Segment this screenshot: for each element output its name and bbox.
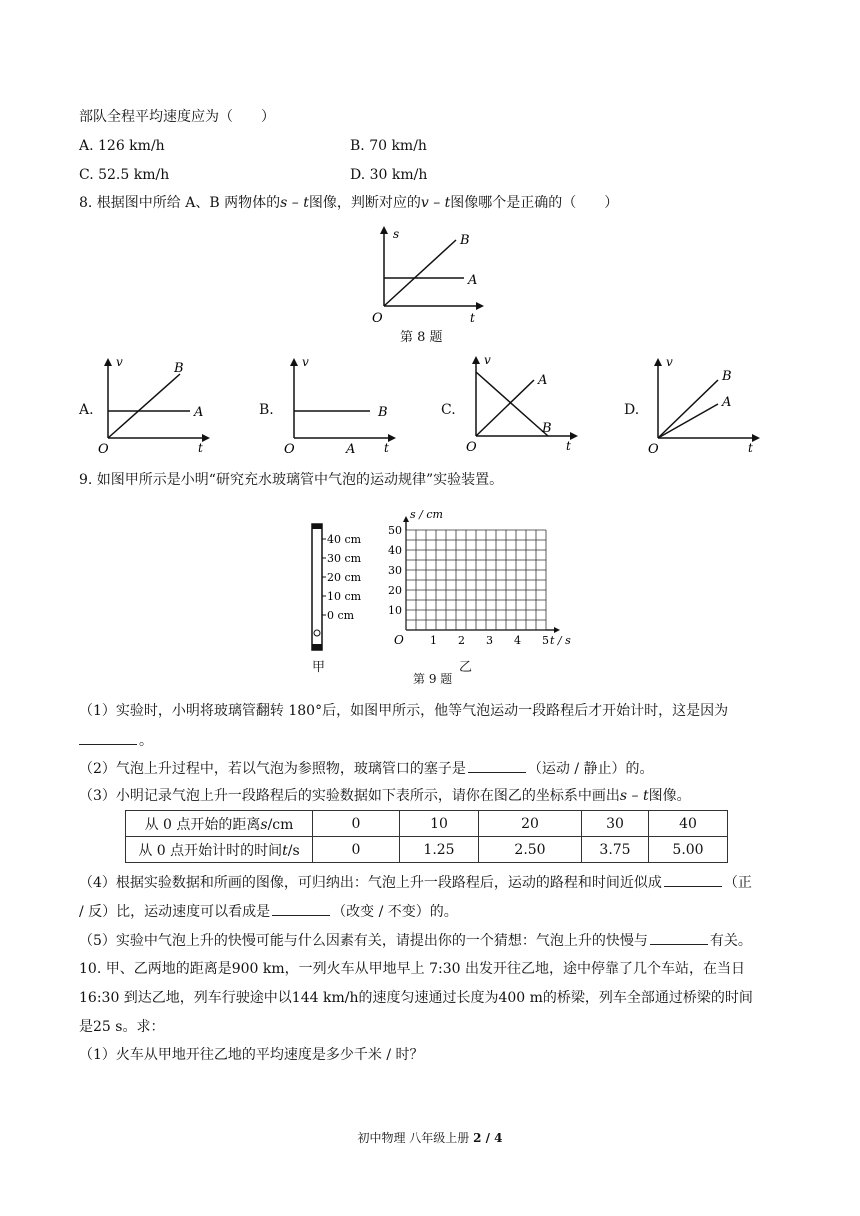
- q7-option-c: C. 52.5 km/h: [79, 167, 170, 183]
- svg-text:A: A: [722, 395, 732, 410]
- q9-st-grid: [382, 505, 571, 655]
- q9-caption: 第 9 题: [413, 672, 453, 686]
- fig-yi-label: 乙: [459, 660, 473, 675]
- q9-part5: （5）实验中气泡上升的快慢可能与什么因素有关，请提出你的一个猜想：气泡上升的快慢与 有关。: [79, 930, 752, 951]
- q8-opt-c-graph: [462, 350, 587, 455]
- row2-label: 从 0 点开始计时的时间t/s: [126, 837, 313, 863]
- svg-text:B: B: [542, 421, 552, 436]
- q9-part1: （1）实验时，小明将玻璃管翻转 180°后，如图甲所示，他等气泡运动一段路程后才开始计时，这是因为: [79, 703, 729, 719]
- q8-opt-d-graph: [644, 352, 769, 457]
- svg-text:t: t: [384, 441, 389, 455]
- fig-jia-label: 甲: [312, 660, 326, 675]
- q10-line3: 是25 s。求：: [79, 1019, 165, 1035]
- q9-data-table: [125, 810, 728, 863]
- q10-part1: （1）火车从甲地开往乙地的平均速度是多少千米 / 时？: [79, 1047, 424, 1063]
- table-row: 从 0 点开始的距离s/cm 0 10 20 30 40: [126, 811, 728, 837]
- answer-blank[interactable]: [664, 872, 722, 887]
- q8-opt-a-label: A.: [79, 402, 94, 418]
- x-tick-label: 5: [542, 634, 549, 647]
- tube-mark-20: 20 cm: [327, 571, 362, 584]
- answer-blank[interactable]: [79, 730, 137, 745]
- t-axis-label: t: [470, 311, 475, 325]
- answer-blank[interactable]: [272, 901, 330, 916]
- q8-opt-c-label: C.: [441, 402, 456, 418]
- q9-part4: （4）根据实验数据和所画的图像，可归纳出：气泡上升一段路程后，运动的路程和时间近似成 （正: [79, 872, 752, 893]
- svg-text:v: v: [484, 353, 491, 367]
- tube-mark-40: 40 cm: [327, 533, 362, 546]
- q9-part4-cont: / 反）比，运动速度可以看成是 （改变 / 不变）的。: [79, 901, 458, 922]
- row1-label: 从 0 点开始的距离s/cm: [126, 811, 313, 837]
- q7-stem-tail: 部队全程平均速度应为（ ）: [79, 109, 275, 125]
- svg-text:O: O: [648, 442, 659, 457]
- origin-label: O: [394, 633, 404, 647]
- q8-opt-d-label: D.: [624, 402, 640, 418]
- svg-text:A: A: [538, 373, 548, 388]
- svg-text:v: v: [116, 355, 123, 369]
- q9-part3: （3）小明记录气泡上升一段路程后的实验数据如下表所示，请你在图乙的坐标系中画出s – t图像。: [79, 788, 691, 804]
- q10-line1: 10. 甲、乙两地的距离是900 km，一列火车从甲地早上 7:30 出发开往乙地，途中停靠了几个车站，在当日: [79, 961, 745, 977]
- a-label: A: [468, 273, 478, 288]
- svg-text:t: t: [748, 441, 753, 455]
- q7-option-d: D. 30 km/h: [350, 167, 428, 183]
- x-tick-label: 2: [458, 634, 465, 647]
- answer-blank[interactable]: [650, 930, 708, 945]
- svg-text:B: B: [174, 361, 184, 376]
- q8-opt-b-label: B.: [259, 402, 274, 418]
- svg-text:O: O: [284, 442, 295, 457]
- tube-mark-0: 0 cm: [327, 609, 355, 622]
- tube-mark-10: 10 cm: [327, 590, 362, 603]
- y-axis-label: s / cm: [410, 508, 443, 521]
- y-tick-label: 10: [388, 604, 402, 617]
- q7-option-b: B. 70 km/h: [350, 138, 427, 154]
- line-b: [384, 240, 456, 306]
- q8-main-st-graph: [360, 222, 500, 332]
- page-number: 2: [473, 1131, 482, 1145]
- svg-text:t: t: [566, 439, 571, 453]
- q9-part1-blank-line: 。: [79, 730, 153, 751]
- b-label: B: [460, 233, 470, 248]
- svg-text:O: O: [98, 442, 109, 457]
- y-tick-label: 40: [388, 544, 402, 557]
- x-axis-arrow: [554, 627, 560, 633]
- q7-option-a: A. 126 km/h: [79, 138, 165, 154]
- svg-text:v: v: [666, 355, 673, 369]
- svg-text:B: B: [722, 369, 732, 384]
- x-axis-label: t / s: [550, 634, 571, 647]
- svg-text:v: v: [302, 355, 309, 369]
- svg-text:B: B: [378, 405, 388, 420]
- q8-opt-b-graph: [280, 352, 405, 457]
- q8-stem: 8. 根据图中所给 A、B 两物体的s – t图像，判断对应的v – t图像哪个是正确的（ ）: [79, 195, 619, 211]
- x-tick-label: 1: [430, 634, 437, 647]
- x-tick-label: 3: [486, 634, 493, 647]
- q8-caption: 第 8 题: [400, 330, 443, 345]
- svg-text:A: A: [346, 442, 356, 457]
- svg-text:A: A: [194, 405, 204, 420]
- y-tick-label: 30: [388, 564, 402, 577]
- q10-line2: 16:30 到达乙地，列车行驶途中以144 km/h的速度匀速通过长度为400 m的桥梁，列车全部通过桥梁的时间: [79, 990, 753, 1006]
- q9-tube-figure: [310, 522, 380, 657]
- q8-opt-a-graph: [94, 352, 219, 457]
- y-axis-arrow: [403, 516, 409, 522]
- tube-mark-30: 30 cm: [327, 552, 362, 565]
- page-footer: 初中物理 八年级上册 2 / 4: [357, 1131, 503, 1145]
- q9-part2: （2）气泡上升过程中，若以气泡为参照物，玻璃管口的塞子是 （运动 / 静止）的。: [79, 758, 654, 779]
- origin-label: O: [372, 311, 383, 326]
- x-tick-label: 4: [514, 634, 521, 647]
- y-tick-label: 50: [388, 524, 402, 537]
- svg-text:O: O: [466, 440, 477, 455]
- answer-blank[interactable]: [468, 758, 526, 773]
- y-tick-label: 20: [388, 584, 402, 597]
- q9-stem: 9. 如图甲所示是小明“研究充水玻璃管中气泡的运动规律”实验装置。: [79, 472, 504, 488]
- s-axis-label: s: [393, 227, 400, 241]
- table-row: 从 0 点开始计时的时间t/s 0 1.25 2.50 3.75 5.00: [126, 837, 728, 863]
- svg-text:t: t: [198, 441, 203, 455]
